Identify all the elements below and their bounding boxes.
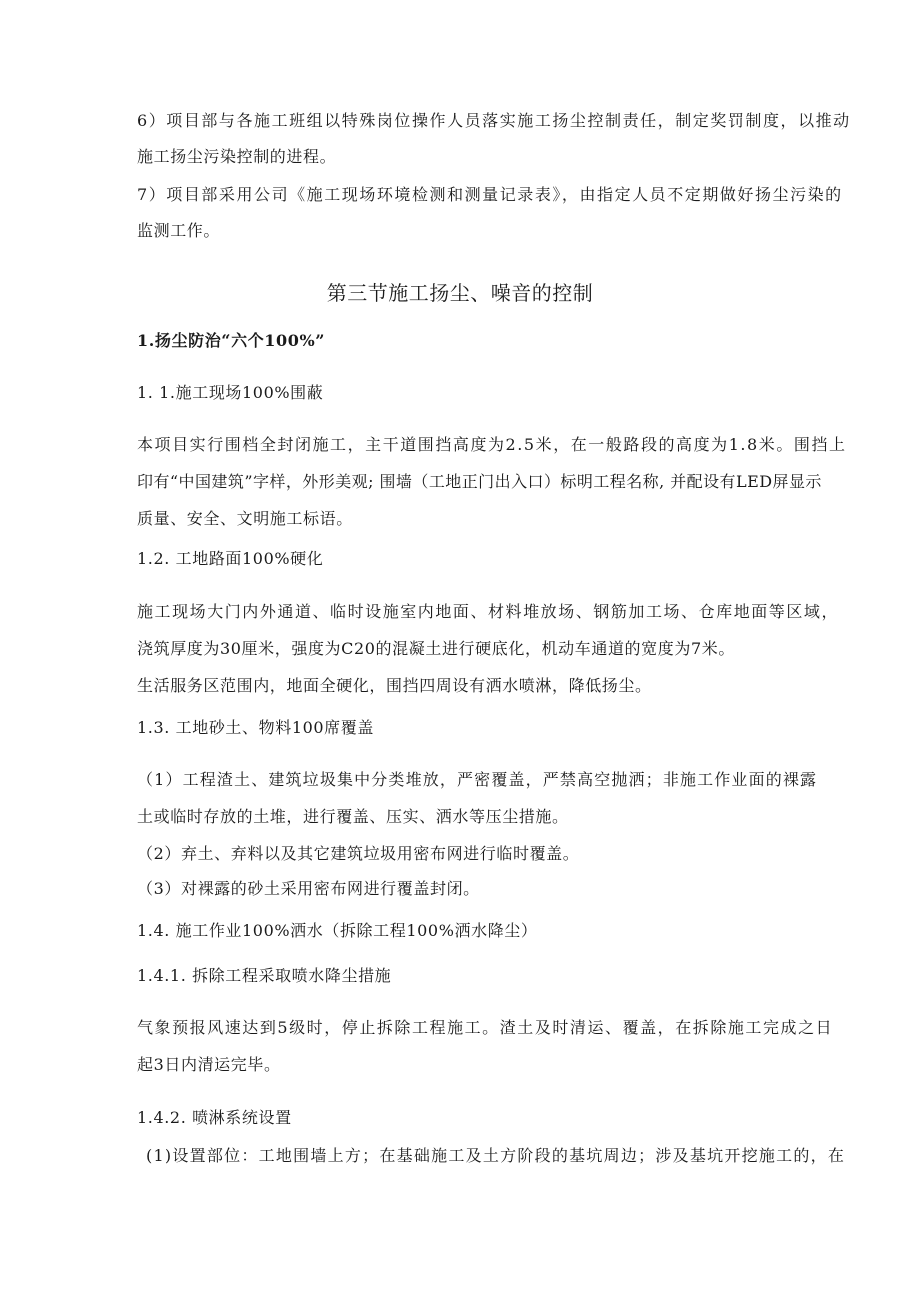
heading-1-4: 1.4. 施工作业100%洒水（拆除工程100%洒水降尘） bbox=[137, 921, 538, 940]
paragraph-line: 土或临时存放的土堆，进行覆盖、压实、洒水等压尘措施。 bbox=[137, 807, 569, 826]
paragraph-line: 浇筑厚度为30厘米，强度为C20的混凝土进行硬底化，机动车通道的宽度为7米。 bbox=[137, 639, 735, 658]
heading-1-1: 1. 1.施工现场100%围蔽 bbox=[137, 383, 324, 402]
heading-1-4-1: 1.4.1. 拆除工程采取喷水降尘措施 bbox=[137, 966, 392, 985]
paragraph-line: 印有“中国建筑”字样，外形美观; 围墙（工地正门出入口）标明工程名称, 并配设有LED屏显示 bbox=[137, 472, 822, 491]
paragraph-line: 质量、安全、文明施工标语。 bbox=[137, 509, 353, 528]
paragraph-line: 7）项目部采用公司《施工现场环境检测和测量记录表》，由指定人员不定期做好扬尘污染的 bbox=[137, 185, 843, 204]
paragraph-line: 监测工作。 bbox=[137, 221, 221, 240]
paragraph-line: （2）弃土、弃料以及其它建筑垃圾用密布网进行临时覆盖。 bbox=[137, 844, 580, 863]
paragraph-line: 生活服务区范围内，地面全硬化，围挡四周设有洒水喷淋，降低扬尘。 bbox=[137, 676, 652, 695]
heading-1: 1.扬尘防治“六个100%” bbox=[137, 331, 326, 350]
heading-1-4-2: 1.4.2. 喷淋系统设置 bbox=[137, 1108, 292, 1127]
paragraph-line: （3）对裸露的砂土采用密布网进行覆盖封闭。 bbox=[137, 879, 480, 898]
paragraph-line: 气象预报风速达到5级时，停止拆除工程施工。渣土及时清运、覆盖，在拆除施工完成之日 bbox=[137, 1018, 834, 1037]
paragraph-line: 6）项目部与各施工班组以特殊岗位操作人员落实施工扬尘控制责任，制定奖罚制度，以推动 bbox=[137, 111, 851, 130]
paragraph-line: （1）工程渣土、建筑垃圾集中分类堆放，严密覆盖，严禁高空抛洒；非施工作业面的裸露 bbox=[137, 770, 818, 789]
section-title: 第三节施工扬尘、噪音的控制 bbox=[326, 281, 594, 305]
heading-1-3: 1.3. 工地砂土、物料100席覆盖 bbox=[137, 718, 374, 737]
paragraph-line: (1)设置部位：工地围墙上方；在基础施工及土方阶段的基坑周边；涉及基坑开挖施工的，在 bbox=[146, 1146, 846, 1165]
paragraph-line: 起3日内清运完毕。 bbox=[137, 1055, 281, 1074]
paragraph-line: 施工现场大门内外通道、临时设施室内地面、材料堆放场、钢筋加工场、仓库地面等区域， bbox=[137, 602, 840, 621]
paragraph-line: 施工扬尘污染控制的进程。 bbox=[137, 147, 337, 166]
paragraph-line: 本项目实行围档全封闭施工，主干道围挡高度为2.5米，在一般路段的高度为1.8米。围挡上 bbox=[137, 435, 847, 454]
heading-1-2: 1.2. 工地路面100%硬化 bbox=[137, 549, 324, 568]
